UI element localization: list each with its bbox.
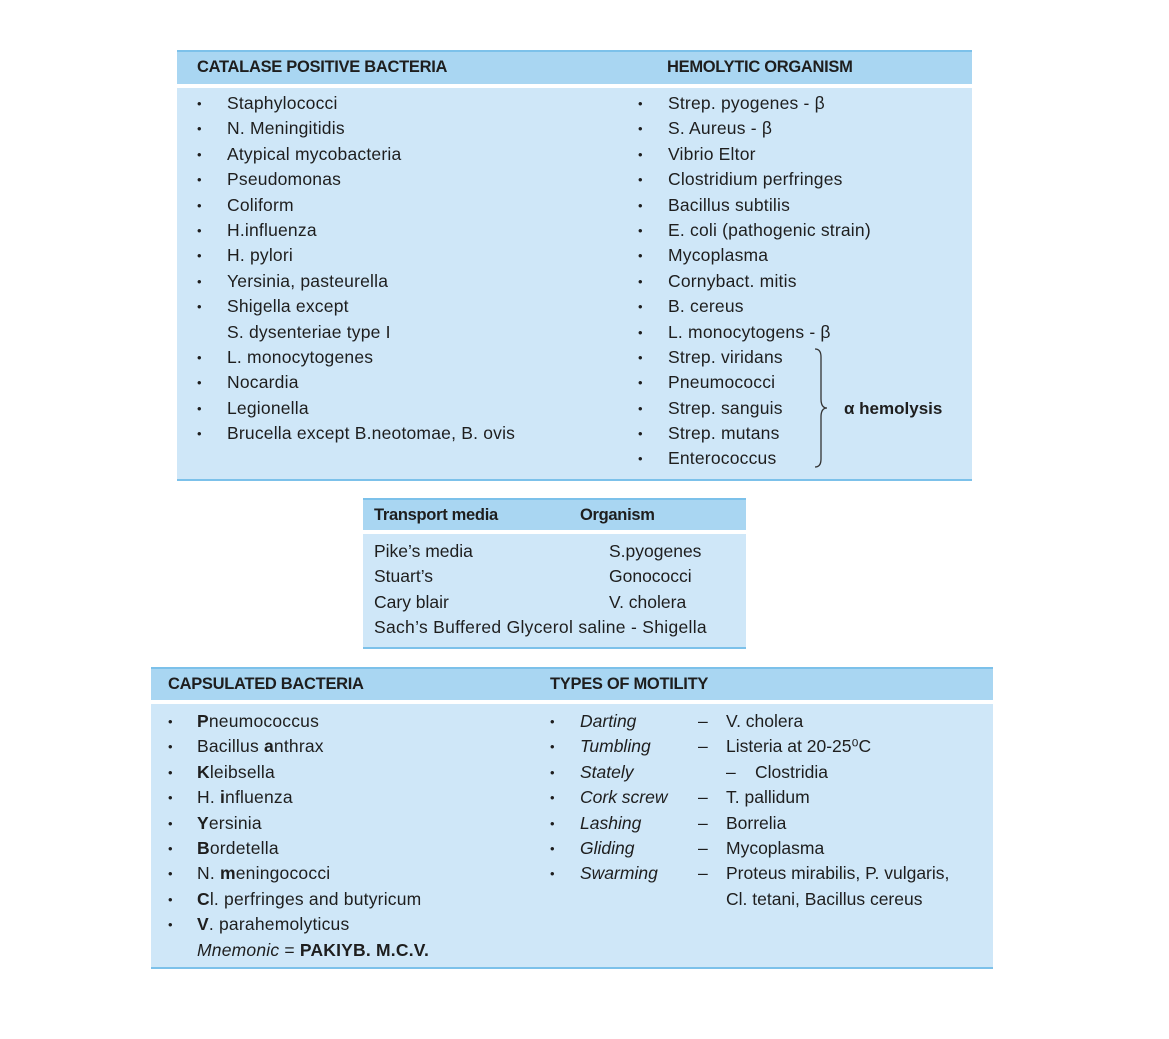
list-item: • Strep. viridans [638, 346, 783, 367]
list-item: • L. monocytogens - β [638, 321, 831, 342]
list-item: • Staphylococci [197, 93, 338, 113]
organism-column-header: Organism [580, 506, 655, 524]
list-item: • Cornybact. mitis [638, 270, 797, 291]
list-item: • Bacillus subtilis [638, 194, 791, 215]
hemolytic-list [638, 91, 871, 472]
list-item: • Strep. sanguis [638, 397, 783, 418]
mnemonic: Mnemonic = PAKIYB. M.C.V. [197, 939, 430, 960]
list-item: • Legionella [197, 397, 309, 418]
list-item: • Brucella except B.neotomae, B. ovis [197, 423, 516, 444]
list-item: • Atypical mycobacteria [197, 143, 402, 164]
capsulated-motility-table: CAPSULATED BACTERIA TYPES OF MOTILITY • Pneumococcus • Bacillus anthrax • Kleibsella • H. influenza • Yersinia • Bordetella • N. meningococci • Cl. perfringes and butyricum • V. parahemolyticus Mnemonic = PAKIYB. M.C.V. • Darting – V. cholera • Tumbling – Listeria at 20-25⁰C • Stately – Clostridia • Cork screw – T. pallidum • Lashing – Borrelia • Gliding – Mycoplasma • Swarming – Proteus mirabilis, P. vulgaris, Cl. tetani, Bacillus cereus [151, 667, 993, 969]
list-item-continuation: S. dysenteriae type I [227, 321, 391, 342]
transport-media-column-header: Transport media [374, 506, 498, 524]
list-item: • L. monocytogenes [197, 346, 374, 367]
alpha-hemolysis-label: α hemolysis [844, 399, 943, 418]
hemolytic-title: HEMOLYTIC ORGANISM [667, 58, 853, 76]
list-item: • Vibrio Eltor [638, 143, 756, 164]
list-item: • Strep. mutans [638, 423, 780, 444]
table-row: Sach’s Buffered Glycerol saline - Shigella [374, 617, 707, 638]
list-item: • V. parahemolyticus [168, 914, 350, 935]
list-item: • Strep. pyogenes - β [638, 93, 825, 113]
capsulated-list [168, 709, 429, 963]
list-item: • Pneumococcus [168, 711, 320, 731]
list-item: • Pneumococci [638, 372, 776, 393]
list-item: • N. meningococci [168, 863, 331, 884]
list-item: • Bordetella [168, 837, 279, 858]
table-row: Cary blair V. cholera [374, 591, 687, 612]
list-item: • Mycoplasma [638, 245, 769, 266]
table-row: Stuart’s Gonococci [374, 566, 692, 587]
list-item: • N. Meningitidis [197, 118, 345, 139]
list-item: • Yersinia [168, 812, 262, 833]
catalase-title: CATALASE POSITIVE BACTERIA [197, 58, 448, 76]
list-item: • Cl. perfringes and butyricum [168, 888, 422, 909]
list-item: • Clostridium perfringes [638, 169, 843, 190]
catalase-hemolytic-table [177, 50, 972, 481]
list-item: • Bacillus anthrax [168, 736, 324, 757]
catalase-list [197, 91, 515, 446]
capsulated-title: CAPSULATED BACTERIA [168, 675, 364, 693]
list-item: • H.influenza [197, 219, 317, 240]
list-item: • Nocardia [197, 372, 299, 393]
list-item: • Kleibsella [168, 761, 275, 782]
curly-brace-icon [811, 347, 831, 469]
list-item: • B. cereus [638, 296, 744, 317]
transport-media-table [363, 498, 746, 649]
list-item: • H. influenza [168, 787, 293, 808]
list-item: • Yersinia, pasteurella [197, 270, 389, 291]
list-item: • Shigella except [197, 296, 349, 317]
list-item: • H. pylori [197, 245, 293, 266]
list-item: • E. coli (pathogenic strain) [638, 219, 871, 240]
list-item: • Enterococcus [638, 448, 777, 469]
list-item: • Pseudomonas [197, 169, 342, 190]
list-item: • S. Aureus - β [638, 118, 773, 139]
list-item: • Coliform [197, 194, 294, 215]
table-row: Pike’s media S.pyogenes [374, 541, 702, 561]
motility-title: TYPES OF MOTILITY [550, 675, 709, 693]
